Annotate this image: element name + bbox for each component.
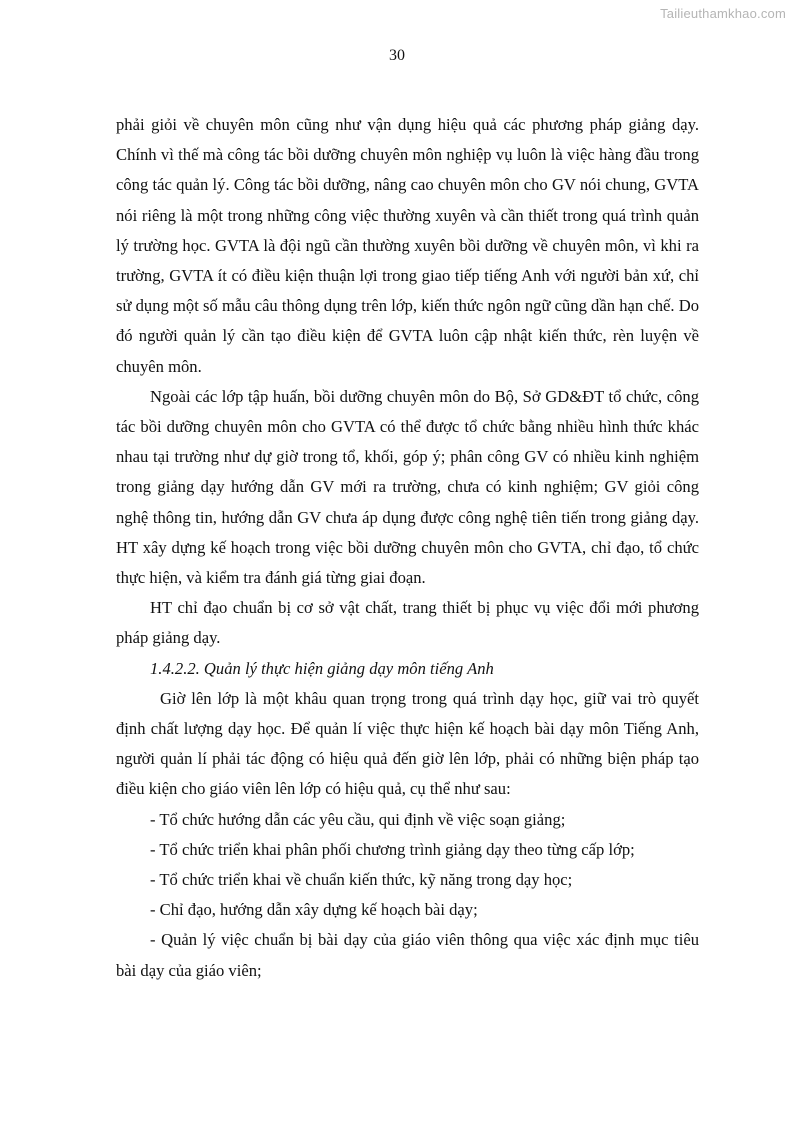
watermark: Tailieuthamkhao.com: [660, 6, 786, 21]
paragraph-training: Ngoài các lớp tập huấn, bồi dưỡng chuyên môn do Bộ, Sở GD&ĐT tổ chức, công tác bồi dưỡng chuyên môn cho GVTA có thể được tổ chức bằng nhiều hình thức khác nhau tại trường như dự giờ trong tổ, khối, góp ý; phân công GV có nhiều kinh nghiệm trong giảng dạy hướng dẫn GV mới ra trường, chưa có kinh nghiệm; GV giỏi công nghệ thông tin, hướng dẫn GV chưa áp dụng được công nghệ tiên tiến trong giảng dạy. HT xây dựng kế hoạch trong việc bồi dưỡng chuyên môn cho GVTA, chỉ đạo, tổ chức thực hiện, và kiểm tra đánh giá từng giai đoạn.: [116, 386, 699, 588]
list-item: - Quản lý việc chuẩn bị bài dạy của giáo viên thông qua việc xác định mục tiêu bài dạy của giáo viên;: [116, 930, 699, 980]
measures-list: [116, 805, 699, 986]
list-item: - Tổ chức hướng dẫn các yêu cầu, qui định về việc soạn giảng;: [150, 809, 566, 829]
paragraph-facilities: HT chỉ đạo chuẩn bị cơ sở vật chất, trang thiết bị phục vụ việc đổi mới phương pháp giảng dạy.: [116, 598, 699, 648]
paragraph-lesson-management: Giờ lên lớp là một khâu quan trọng trong quá trình dạy học, giữ vai trò quyết định chất lượng dạy học. Để quản lí việc thực hiện kế hoạch bài dạy môn Tiếng Anh, người quản lí phải tác động có hiệu quả đến giờ lên lớp, phải có những biện pháp tạo điều kiện cho giáo viên lên lớp có hiệu quả, cụ thể như sau:: [116, 688, 699, 799]
list-item: - Chỉ đạo, hướng dẫn xây dựng kế hoạch bài dạy;: [150, 900, 478, 920]
section-heading: 1.4.2.2. Quản lý thực hiện giảng dạy môn tiếng Anh: [150, 658, 494, 678]
list-item: - Tổ chức triển khai về chuẩn kiến thức, kỹ năng trong dạy học;: [150, 870, 573, 890]
paragraph-continuation: phải giỏi về chuyên môn cũng như vận dụng hiệu quả các phương pháp giảng dạy. Chính vì thế mà công tác bồi dưỡng chuyên môn nghiệp vụ luôn là việc hàng đầu trong công tác quản lý. Công tác bồi dưỡng, nâng cao chuyên môn cho GV nói chung, GVTA nói riêng là một trong những công việc thường xuyên và cần thiết trong quá trình quản lý trường học. GVTA là đội ngũ cần thường xuyên bồi dưỡng về chuyên môn, vì khi ra trường, GVTA ít có điều kiện thuận lợi trong giao tiếp tiếng Anh với người bản xứ, chỉ sử dụng một số mẫu câu thông dụng trên lớp, kiến thức ngôn ngữ cũng dần hạn chế. Do đó người quản lý cần tạo điều kiện để GVTA luôn cập nhật kiến thức, rèn luyện về chuyên môn.: [116, 115, 699, 376]
list-item: - Tổ chức triển khai phân phối chương trình giảng dạy theo từng cấp lớp;: [150, 839, 635, 859]
document-body: [116, 110, 699, 986]
page-number: 30: [389, 47, 405, 64]
